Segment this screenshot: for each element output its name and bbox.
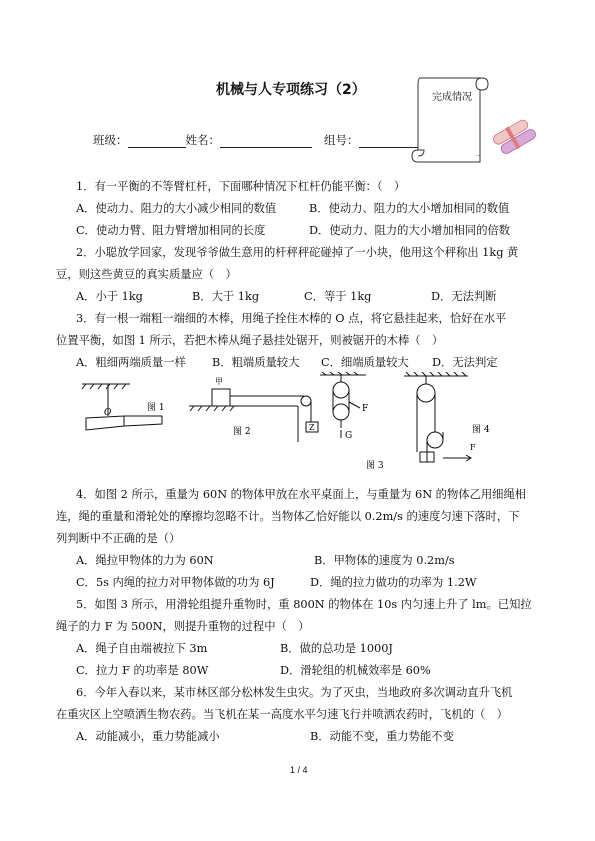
q2-option-c: C．等于 1kg bbox=[304, 290, 372, 303]
q6-option-b: B．动能不变，重力势能不变 bbox=[310, 730, 454, 743]
fig2-block-a: 甲 bbox=[215, 377, 223, 386]
q1-option-b: B．使动力、阻力的大小增加相同的数值 bbox=[309, 202, 510, 215]
question-6-text-cont: 在重灾区上空喷洒生物农药。当飞机在某一高度水平匀速飞行并喷洒农药时，飞机的（ ） bbox=[56, 708, 508, 721]
figure-4 bbox=[404, 372, 471, 462]
question-3-text-cont: 位置平衡，如图 1 所示，若把木棒从绳子悬挂处锯开，则被锯开的木棒（ ） bbox=[56, 334, 444, 347]
q4-option-b: B．甲物体的速度为 0.2m/s bbox=[314, 554, 455, 567]
q6-option-a: A．动能减小，重力势能减小 bbox=[76, 730, 220, 743]
figures-row bbox=[76, 372, 516, 472]
q2-option-b: B．大于 1kg bbox=[192, 290, 260, 303]
q5-option-c: C．拉力 F 的功率是 80W bbox=[76, 664, 209, 677]
figure-2 bbox=[189, 389, 318, 442]
q3-option-c: C．细端质量较大 bbox=[321, 356, 409, 369]
question-5-text: 5．如图 3 所示，用滑轮组提升重物时，重 800N 的物体在 10s 内匀速上升了 lm。已知拉 bbox=[76, 598, 532, 611]
q4-option-c: C．5s 内绳的拉力对甲物体做的功为 6J bbox=[76, 576, 275, 589]
name-field[interactable] bbox=[220, 135, 312, 148]
question-2-text: 2．小聪放学回家，发现爷爷做生意用的杆秤秤砣碰掉了一小块，他用这个秤称出 1kg 黄 bbox=[76, 246, 519, 259]
student-info-row bbox=[93, 132, 433, 148]
completion-label: 完成情况 bbox=[432, 92, 472, 103]
q3-option-d: D．无法判定 bbox=[432, 356, 498, 369]
fig1-label: 图 1 bbox=[147, 403, 165, 413]
question-1-text: 1．有一平衡的不等臂杠杆，下面哪种情况下杠杆仍能平衡：（ ） bbox=[76, 180, 406, 193]
question-2-text-cont: 豆，则这些黄豆的真实质量应（ ） bbox=[56, 268, 237, 281]
q4-option-a: A．绳拉甲物体的力为 60N bbox=[76, 554, 214, 567]
name-label: 姓名： bbox=[185, 133, 220, 147]
fig2-label: 图 2 bbox=[233, 427, 251, 437]
question-3-text: 3．有一根一端粗一端细的木棒，用绳子拴住木棒的 O 点，将它悬挂起来，恰好在水平 bbox=[76, 312, 507, 325]
fig4-label: 图 4 bbox=[472, 425, 490, 435]
q2-option-d: D．无法判断 bbox=[431, 290, 497, 303]
fig2-block-b: Z bbox=[309, 423, 315, 432]
page-number: 1 / 4 bbox=[290, 765, 308, 775]
q1-option-a: A．使动力、阻力的大小减少相同的数值 bbox=[76, 202, 277, 215]
question-4-text-cont2: 列判断中不正确的是（） bbox=[56, 532, 181, 545]
q3-option-b: B．粗端质量较大 bbox=[212, 356, 300, 369]
class-field[interactable] bbox=[128, 135, 186, 148]
fig4-force-label: F bbox=[470, 443, 476, 452]
fig1-point-label: O bbox=[104, 408, 112, 418]
class-label: 班级： bbox=[93, 133, 128, 147]
question-4-text-cont1: 连，绳的重量和滑轮处的摩擦均忽略不计。当物体乙恰好能以 0.2m/s 的速度匀速下落时，下 bbox=[56, 510, 520, 523]
question-6-text: 6．今年入春以来，某市林区部分松林发生虫灾。为了灭虫，当地政府多次调动直升飞机 bbox=[76, 686, 513, 699]
fig3-label: 图 3 bbox=[366, 461, 384, 471]
q3-option-a: A．粗细两端质量一样 bbox=[76, 356, 186, 369]
q5-option-d: D．滑轮组的机械效率是 60% bbox=[280, 664, 431, 677]
q2-option-a: A．小于 1kg bbox=[76, 290, 143, 303]
diploma-scroll-icon bbox=[490, 112, 538, 160]
question-5-text-cont: 绳子的力 F 为 500N，则提升重物的过程中（ ） bbox=[56, 620, 310, 633]
fig3-force-label: F bbox=[362, 404, 369, 414]
completion-scroll bbox=[410, 70, 490, 165]
page-title: 机械与人专项练习（2） bbox=[216, 82, 366, 98]
group-label: 组号： bbox=[324, 133, 359, 147]
q5-option-b: B．做的总功是 1000J bbox=[280, 642, 393, 655]
question-4-text: 4．如图 2 所示，重量为 60N 的物体甲放在水平桌面上，与重量为 6N 的物体乙用细绳相 bbox=[76, 488, 527, 501]
q1-option-c: C．使动力臂、阻力臂增加相同的长度 bbox=[76, 224, 266, 237]
q4-option-d: D．绳的拉力做功的功率为 1.2W bbox=[310, 576, 477, 589]
fig3-weight-label: G bbox=[345, 431, 353, 441]
q5-option-a: A．绳子自由端被拉下 3m bbox=[76, 642, 208, 655]
q1-option-d: D．使动力、阻力的大小增加相同的倍数 bbox=[309, 224, 511, 237]
figure-3 bbox=[320, 372, 369, 438]
